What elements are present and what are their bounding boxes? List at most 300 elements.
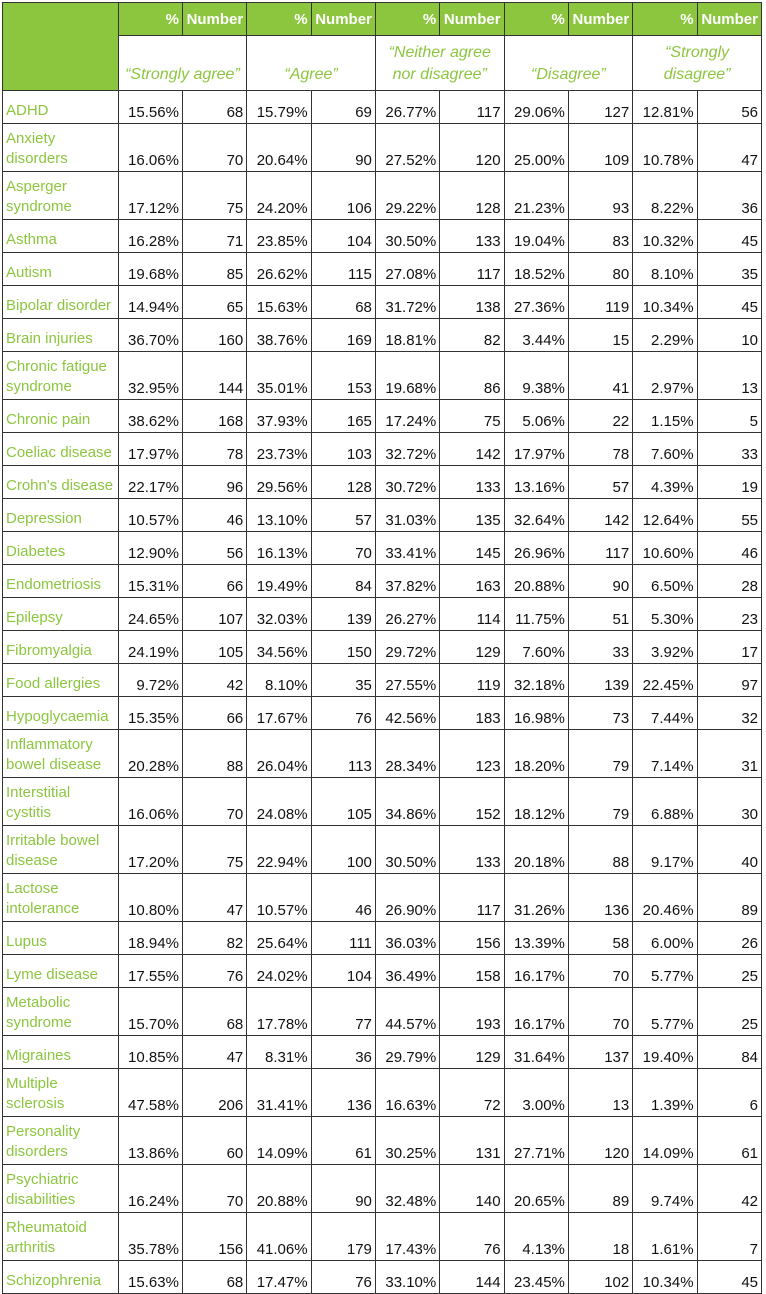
table-row (3, 598, 762, 631)
percent-cell: 19.04% (504, 220, 568, 253)
percent-cell: 31.64% (504, 1036, 568, 1069)
number-cell: 19 (697, 466, 761, 499)
percent-cell: 7.14% (633, 730, 697, 778)
percent-cell: 8.31% (247, 1036, 311, 1069)
number-cell: 156 (182, 1213, 246, 1261)
header-pct-strongly-agree: % (118, 3, 182, 36)
number-cell: 105 (182, 631, 246, 664)
number-cell: 46 (697, 532, 761, 565)
percent-cell: 12.90% (118, 532, 182, 565)
number-cell: 30 (697, 778, 761, 826)
percent-cell: 32.03% (247, 598, 311, 631)
percent-cell: 8.10% (633, 253, 697, 286)
percent-cell: 17.12% (118, 172, 182, 220)
percent-cell: 34.56% (247, 631, 311, 664)
percent-cell: 16.28% (118, 220, 182, 253)
percent-cell: 19.49% (247, 565, 311, 598)
percent-cell: 2.97% (633, 352, 697, 400)
percent-cell: 24.08% (247, 778, 311, 826)
table-row (3, 91, 762, 124)
number-cell: 90 (311, 1165, 375, 1213)
percent-cell: 13.16% (504, 466, 568, 499)
number-cell: 47 (182, 874, 246, 922)
number-cell: 71 (182, 220, 246, 253)
percent-cell: 1.61% (633, 1213, 697, 1261)
percent-cell: 32.48% (375, 1165, 439, 1213)
condition-name: Lupus (3, 922, 119, 955)
table-row (3, 319, 762, 352)
percent-cell: 15.79% (247, 91, 311, 124)
number-cell: 41 (568, 352, 632, 400)
number-cell: 107 (182, 598, 246, 631)
number-cell: 85 (182, 253, 246, 286)
number-cell: 36 (311, 1036, 375, 1069)
percent-cell: 10.34% (633, 1261, 697, 1294)
percent-cell: 16.24% (118, 1165, 182, 1213)
number-cell: 100 (311, 826, 375, 874)
number-cell: 58 (568, 922, 632, 955)
percent-cell: 20.18% (504, 826, 568, 874)
number-cell: 93 (568, 172, 632, 220)
number-cell: 60 (182, 1117, 246, 1165)
condition-name: Diabetes (3, 532, 119, 565)
percent-cell: 20.46% (633, 874, 697, 922)
header-number-disagree: Number (568, 3, 632, 36)
percent-cell: 26.04% (247, 730, 311, 778)
percent-cell: 17.43% (375, 1213, 439, 1261)
number-cell: 79 (568, 778, 632, 826)
percent-cell: 35.78% (118, 1213, 182, 1261)
percent-cell: 23.45% (504, 1261, 568, 1294)
number-cell: 136 (568, 874, 632, 922)
condition-name: Hypoglycaemia (3, 697, 119, 730)
number-cell: 89 (568, 1165, 632, 1213)
percent-cell: 10.85% (118, 1036, 182, 1069)
percent-cell: 26.96% (504, 532, 568, 565)
number-cell: 56 (182, 532, 246, 565)
percent-cell: 10.32% (633, 220, 697, 253)
number-cell: 86 (440, 352, 504, 400)
percent-cell: 9.38% (504, 352, 568, 400)
percent-cell: 31.03% (375, 499, 439, 532)
number-cell: 45 (697, 220, 761, 253)
percent-cell: 27.55% (375, 664, 439, 697)
percent-cell: 20.65% (504, 1165, 568, 1213)
number-cell: 136 (311, 1069, 375, 1117)
header-pct-disagree: % (504, 3, 568, 36)
percent-cell: 23.85% (247, 220, 311, 253)
percent-cell: 10.60% (633, 532, 697, 565)
number-cell: 135 (440, 499, 504, 532)
percent-cell: 19.40% (633, 1036, 697, 1069)
percent-cell: 26.62% (247, 253, 311, 286)
table-row (3, 988, 762, 1036)
percent-cell: 11.75% (504, 598, 568, 631)
table-row (3, 631, 762, 664)
number-cell: 80 (568, 253, 632, 286)
condition-name: Irritable bowel disease (3, 826, 119, 874)
number-cell: 57 (311, 499, 375, 532)
header-row-labels (3, 3, 762, 36)
number-cell: 78 (568, 433, 632, 466)
number-cell: 193 (440, 988, 504, 1036)
percent-cell: 22.45% (633, 664, 697, 697)
number-cell: 119 (568, 286, 632, 319)
percent-cell: 24.02% (247, 955, 311, 988)
number-cell: 15 (568, 319, 632, 352)
percent-cell: 42.56% (375, 697, 439, 730)
table-row (3, 778, 762, 826)
number-cell: 57 (568, 466, 632, 499)
percent-cell: 37.82% (375, 565, 439, 598)
table-row (3, 955, 762, 988)
percent-cell: 27.71% (504, 1117, 568, 1165)
table-row (3, 1165, 762, 1213)
table-row (3, 1117, 762, 1165)
number-cell: 117 (440, 91, 504, 124)
percent-cell: 18.12% (504, 778, 568, 826)
percent-cell: 12.64% (633, 499, 697, 532)
condition-name: Asperger syndrome (3, 172, 119, 220)
number-cell: 84 (311, 565, 375, 598)
percent-cell: 31.26% (504, 874, 568, 922)
percent-cell: 17.78% (247, 988, 311, 1036)
table-row (3, 220, 762, 253)
number-cell: 83 (568, 220, 632, 253)
percent-cell: 34.86% (375, 778, 439, 826)
table-row (3, 124, 762, 172)
percent-cell: 14.09% (633, 1117, 697, 1165)
number-cell: 77 (311, 988, 375, 1036)
table-row (3, 433, 762, 466)
number-cell: 75 (182, 826, 246, 874)
table-body (3, 91, 762, 1294)
percent-cell: 16.17% (504, 955, 568, 988)
number-cell: 70 (182, 778, 246, 826)
number-cell: 68 (311, 286, 375, 319)
table-row (3, 400, 762, 433)
percent-cell: 2.29% (633, 319, 697, 352)
percent-cell: 1.15% (633, 400, 697, 433)
number-cell: 28 (697, 565, 761, 598)
percent-cell: 23.73% (247, 433, 311, 466)
number-cell: 206 (182, 1069, 246, 1117)
percent-cell: 47.58% (118, 1069, 182, 1117)
number-cell: 42 (697, 1165, 761, 1213)
table-row (3, 874, 762, 922)
condition-name: Fibromyalgia (3, 631, 119, 664)
number-cell: 133 (440, 220, 504, 253)
number-cell: 10 (697, 319, 761, 352)
condition-name: Lyme disease (3, 955, 119, 988)
number-cell: 82 (440, 319, 504, 352)
percent-cell: 10.78% (633, 124, 697, 172)
number-cell: 36 (697, 172, 761, 220)
number-cell: 120 (568, 1117, 632, 1165)
percent-cell: 37.93% (247, 400, 311, 433)
number-cell: 104 (311, 955, 375, 988)
condition-name: Epilepsy (3, 598, 119, 631)
percent-cell: 44.57% (375, 988, 439, 1036)
percent-cell: 5.77% (633, 955, 697, 988)
number-cell: 109 (568, 124, 632, 172)
condition-name: Rheumatoid arthritis (3, 1213, 119, 1261)
number-cell: 145 (440, 532, 504, 565)
number-cell: 115 (311, 253, 375, 286)
percent-cell: 41.06% (247, 1213, 311, 1261)
number-cell: 88 (568, 826, 632, 874)
percent-cell: 7.60% (504, 631, 568, 664)
number-cell: 140 (440, 1165, 504, 1213)
table-row (3, 286, 762, 319)
header-corner (3, 3, 119, 91)
percent-cell: 20.88% (247, 1165, 311, 1213)
percent-cell: 5.06% (504, 400, 568, 433)
table-row (3, 922, 762, 955)
number-cell: 129 (440, 631, 504, 664)
number-cell: 163 (440, 565, 504, 598)
number-cell: 65 (182, 286, 246, 319)
number-cell: 51 (568, 598, 632, 631)
percent-cell: 19.68% (118, 253, 182, 286)
percent-cell: 26.77% (375, 91, 439, 124)
percent-cell: 20.28% (118, 730, 182, 778)
percent-cell: 36.70% (118, 319, 182, 352)
condition-name: Brain injuries (3, 319, 119, 352)
percent-cell: 29.06% (504, 91, 568, 124)
header-pct-strongly-disagree: % (633, 3, 697, 36)
percent-cell: 16.06% (118, 124, 182, 172)
number-cell: 70 (182, 124, 246, 172)
number-cell: 75 (440, 400, 504, 433)
percent-cell: 26.90% (375, 874, 439, 922)
table-row (3, 499, 762, 532)
percent-cell: 15.70% (118, 988, 182, 1036)
percent-cell: 9.74% (633, 1165, 697, 1213)
number-cell: 117 (440, 874, 504, 922)
percent-cell: 18.94% (118, 922, 182, 955)
percent-cell: 20.88% (504, 565, 568, 598)
percent-cell: 30.50% (375, 826, 439, 874)
percent-cell: 24.20% (247, 172, 311, 220)
number-cell: 72 (440, 1069, 504, 1117)
percent-cell: 25.64% (247, 922, 311, 955)
header-pct-agree: % (247, 3, 311, 36)
percent-cell: 14.09% (247, 1117, 311, 1165)
percent-cell: 13.10% (247, 499, 311, 532)
number-cell: 66 (182, 697, 246, 730)
percent-cell: 13.86% (118, 1117, 182, 1165)
percent-cell: 32.18% (504, 664, 568, 697)
condition-name: Coeliac disease (3, 433, 119, 466)
number-cell: 55 (697, 499, 761, 532)
number-cell: 76 (311, 1261, 375, 1294)
number-cell: 137 (568, 1036, 632, 1069)
number-cell: 13 (568, 1069, 632, 1117)
number-cell: 76 (311, 697, 375, 730)
percent-cell: 15.35% (118, 697, 182, 730)
number-cell: 160 (182, 319, 246, 352)
survey-table (2, 2, 762, 1294)
number-cell: 139 (311, 598, 375, 631)
number-cell: 128 (440, 172, 504, 220)
header-number-strongly-agree: Number (182, 3, 246, 36)
number-cell: 17 (697, 631, 761, 664)
number-cell: 114 (440, 598, 504, 631)
percent-cell: 19.68% (375, 352, 439, 400)
condition-name: Personality disorders (3, 1117, 119, 1165)
number-cell: 78 (182, 433, 246, 466)
percent-cell: 7.60% (633, 433, 697, 466)
table-row (3, 664, 762, 697)
table-row (3, 532, 762, 565)
number-cell: 35 (311, 664, 375, 697)
condition-name: Migraines (3, 1036, 119, 1069)
number-cell: 75 (182, 172, 246, 220)
percent-cell: 24.65% (118, 598, 182, 631)
category-neither: “Neither agree nor disagree” (375, 36, 504, 91)
condition-name: Endometriosis (3, 565, 119, 598)
category-strongly-disagree: “Strongly disagree” (633, 36, 762, 91)
number-cell: 165 (311, 400, 375, 433)
percent-cell: 31.41% (247, 1069, 311, 1117)
number-cell: 111 (311, 922, 375, 955)
percent-cell: 27.08% (375, 253, 439, 286)
table-row (3, 1261, 762, 1294)
number-cell: 45 (697, 1261, 761, 1294)
number-cell: 82 (182, 922, 246, 955)
percent-cell: 30.72% (375, 466, 439, 499)
percent-cell: 16.13% (247, 532, 311, 565)
number-cell: 169 (311, 319, 375, 352)
table-row (3, 253, 762, 286)
number-cell: 56 (697, 91, 761, 124)
condition-name: Autism (3, 253, 119, 286)
number-cell: 73 (568, 697, 632, 730)
number-cell: 133 (440, 826, 504, 874)
number-cell: 6 (697, 1069, 761, 1117)
condition-name: Crohn's disease (3, 466, 119, 499)
percent-cell: 35.01% (247, 352, 311, 400)
number-cell: 106 (311, 172, 375, 220)
number-cell: 47 (182, 1036, 246, 1069)
condition-name: Chronic pain (3, 400, 119, 433)
number-cell: 32 (697, 697, 761, 730)
number-cell: 88 (182, 730, 246, 778)
number-cell: 47 (697, 124, 761, 172)
number-cell: 152 (440, 778, 504, 826)
percent-cell: 33.10% (375, 1261, 439, 1294)
table-row (3, 172, 762, 220)
condition-name: Schizophrenia (3, 1261, 119, 1294)
percent-cell: 6.50% (633, 565, 697, 598)
percent-cell: 21.23% (504, 172, 568, 220)
percent-cell: 6.88% (633, 778, 697, 826)
percent-cell: 13.39% (504, 922, 568, 955)
number-cell: 68 (182, 91, 246, 124)
percent-cell: 15.31% (118, 565, 182, 598)
percent-cell: 1.39% (633, 1069, 697, 1117)
header-number-agree: Number (311, 3, 375, 36)
percent-cell: 8.22% (633, 172, 697, 220)
condition-name: Multiple sclerosis (3, 1069, 119, 1117)
percent-cell: 5.30% (633, 598, 697, 631)
number-cell: 139 (568, 664, 632, 697)
percent-cell: 18.20% (504, 730, 568, 778)
table-row (3, 826, 762, 874)
number-cell: 70 (311, 532, 375, 565)
table-row (3, 466, 762, 499)
number-cell: 117 (568, 532, 632, 565)
table-row (3, 565, 762, 598)
condition-name: Chronic fatigue syndrome (3, 352, 119, 400)
percent-cell: 27.52% (375, 124, 439, 172)
number-cell: 117 (440, 253, 504, 286)
number-cell: 68 (182, 1261, 246, 1294)
percent-cell: 8.10% (247, 664, 311, 697)
percent-cell: 3.92% (633, 631, 697, 664)
percent-cell: 15.63% (118, 1261, 182, 1294)
percent-cell: 38.62% (118, 400, 182, 433)
number-cell: 133 (440, 466, 504, 499)
number-cell: 61 (697, 1117, 761, 1165)
percent-cell: 17.47% (247, 1261, 311, 1294)
percent-cell: 27.36% (504, 286, 568, 319)
number-cell: 25 (697, 955, 761, 988)
number-cell: 33 (568, 631, 632, 664)
percent-cell: 7.44% (633, 697, 697, 730)
table-row (3, 730, 762, 778)
percent-cell: 15.56% (118, 91, 182, 124)
number-cell: 105 (311, 778, 375, 826)
number-cell: 70 (568, 988, 632, 1036)
number-cell: 144 (440, 1261, 504, 1294)
number-cell: 97 (697, 664, 761, 697)
condition-name: Food allergies (3, 664, 119, 697)
percent-cell: 17.55% (118, 955, 182, 988)
table-row (3, 1036, 762, 1069)
header-number-neither: Number (440, 3, 504, 36)
percent-cell: 29.56% (247, 466, 311, 499)
number-cell: 144 (182, 352, 246, 400)
percent-cell: 18.81% (375, 319, 439, 352)
number-cell: 76 (440, 1213, 504, 1261)
percent-cell: 10.57% (247, 874, 311, 922)
percent-cell: 17.67% (247, 697, 311, 730)
percent-cell: 14.94% (118, 286, 182, 319)
number-cell: 61 (311, 1117, 375, 1165)
percent-cell: 17.20% (118, 826, 182, 874)
number-cell: 142 (440, 433, 504, 466)
number-cell: 103 (311, 433, 375, 466)
number-cell: 120 (440, 124, 504, 172)
percent-cell: 24.19% (118, 631, 182, 664)
number-cell: 69 (311, 91, 375, 124)
percent-cell: 10.80% (118, 874, 182, 922)
number-cell: 90 (311, 124, 375, 172)
number-cell: 168 (182, 400, 246, 433)
table-row (3, 352, 762, 400)
percent-cell: 16.98% (504, 697, 568, 730)
percent-cell: 16.63% (375, 1069, 439, 1117)
number-cell: 25 (697, 988, 761, 1036)
percent-cell: 3.00% (504, 1069, 568, 1117)
number-cell: 26 (697, 922, 761, 955)
number-cell: 127 (568, 91, 632, 124)
percent-cell: 38.76% (247, 319, 311, 352)
percent-cell: 22.17% (118, 466, 182, 499)
number-cell: 128 (311, 466, 375, 499)
